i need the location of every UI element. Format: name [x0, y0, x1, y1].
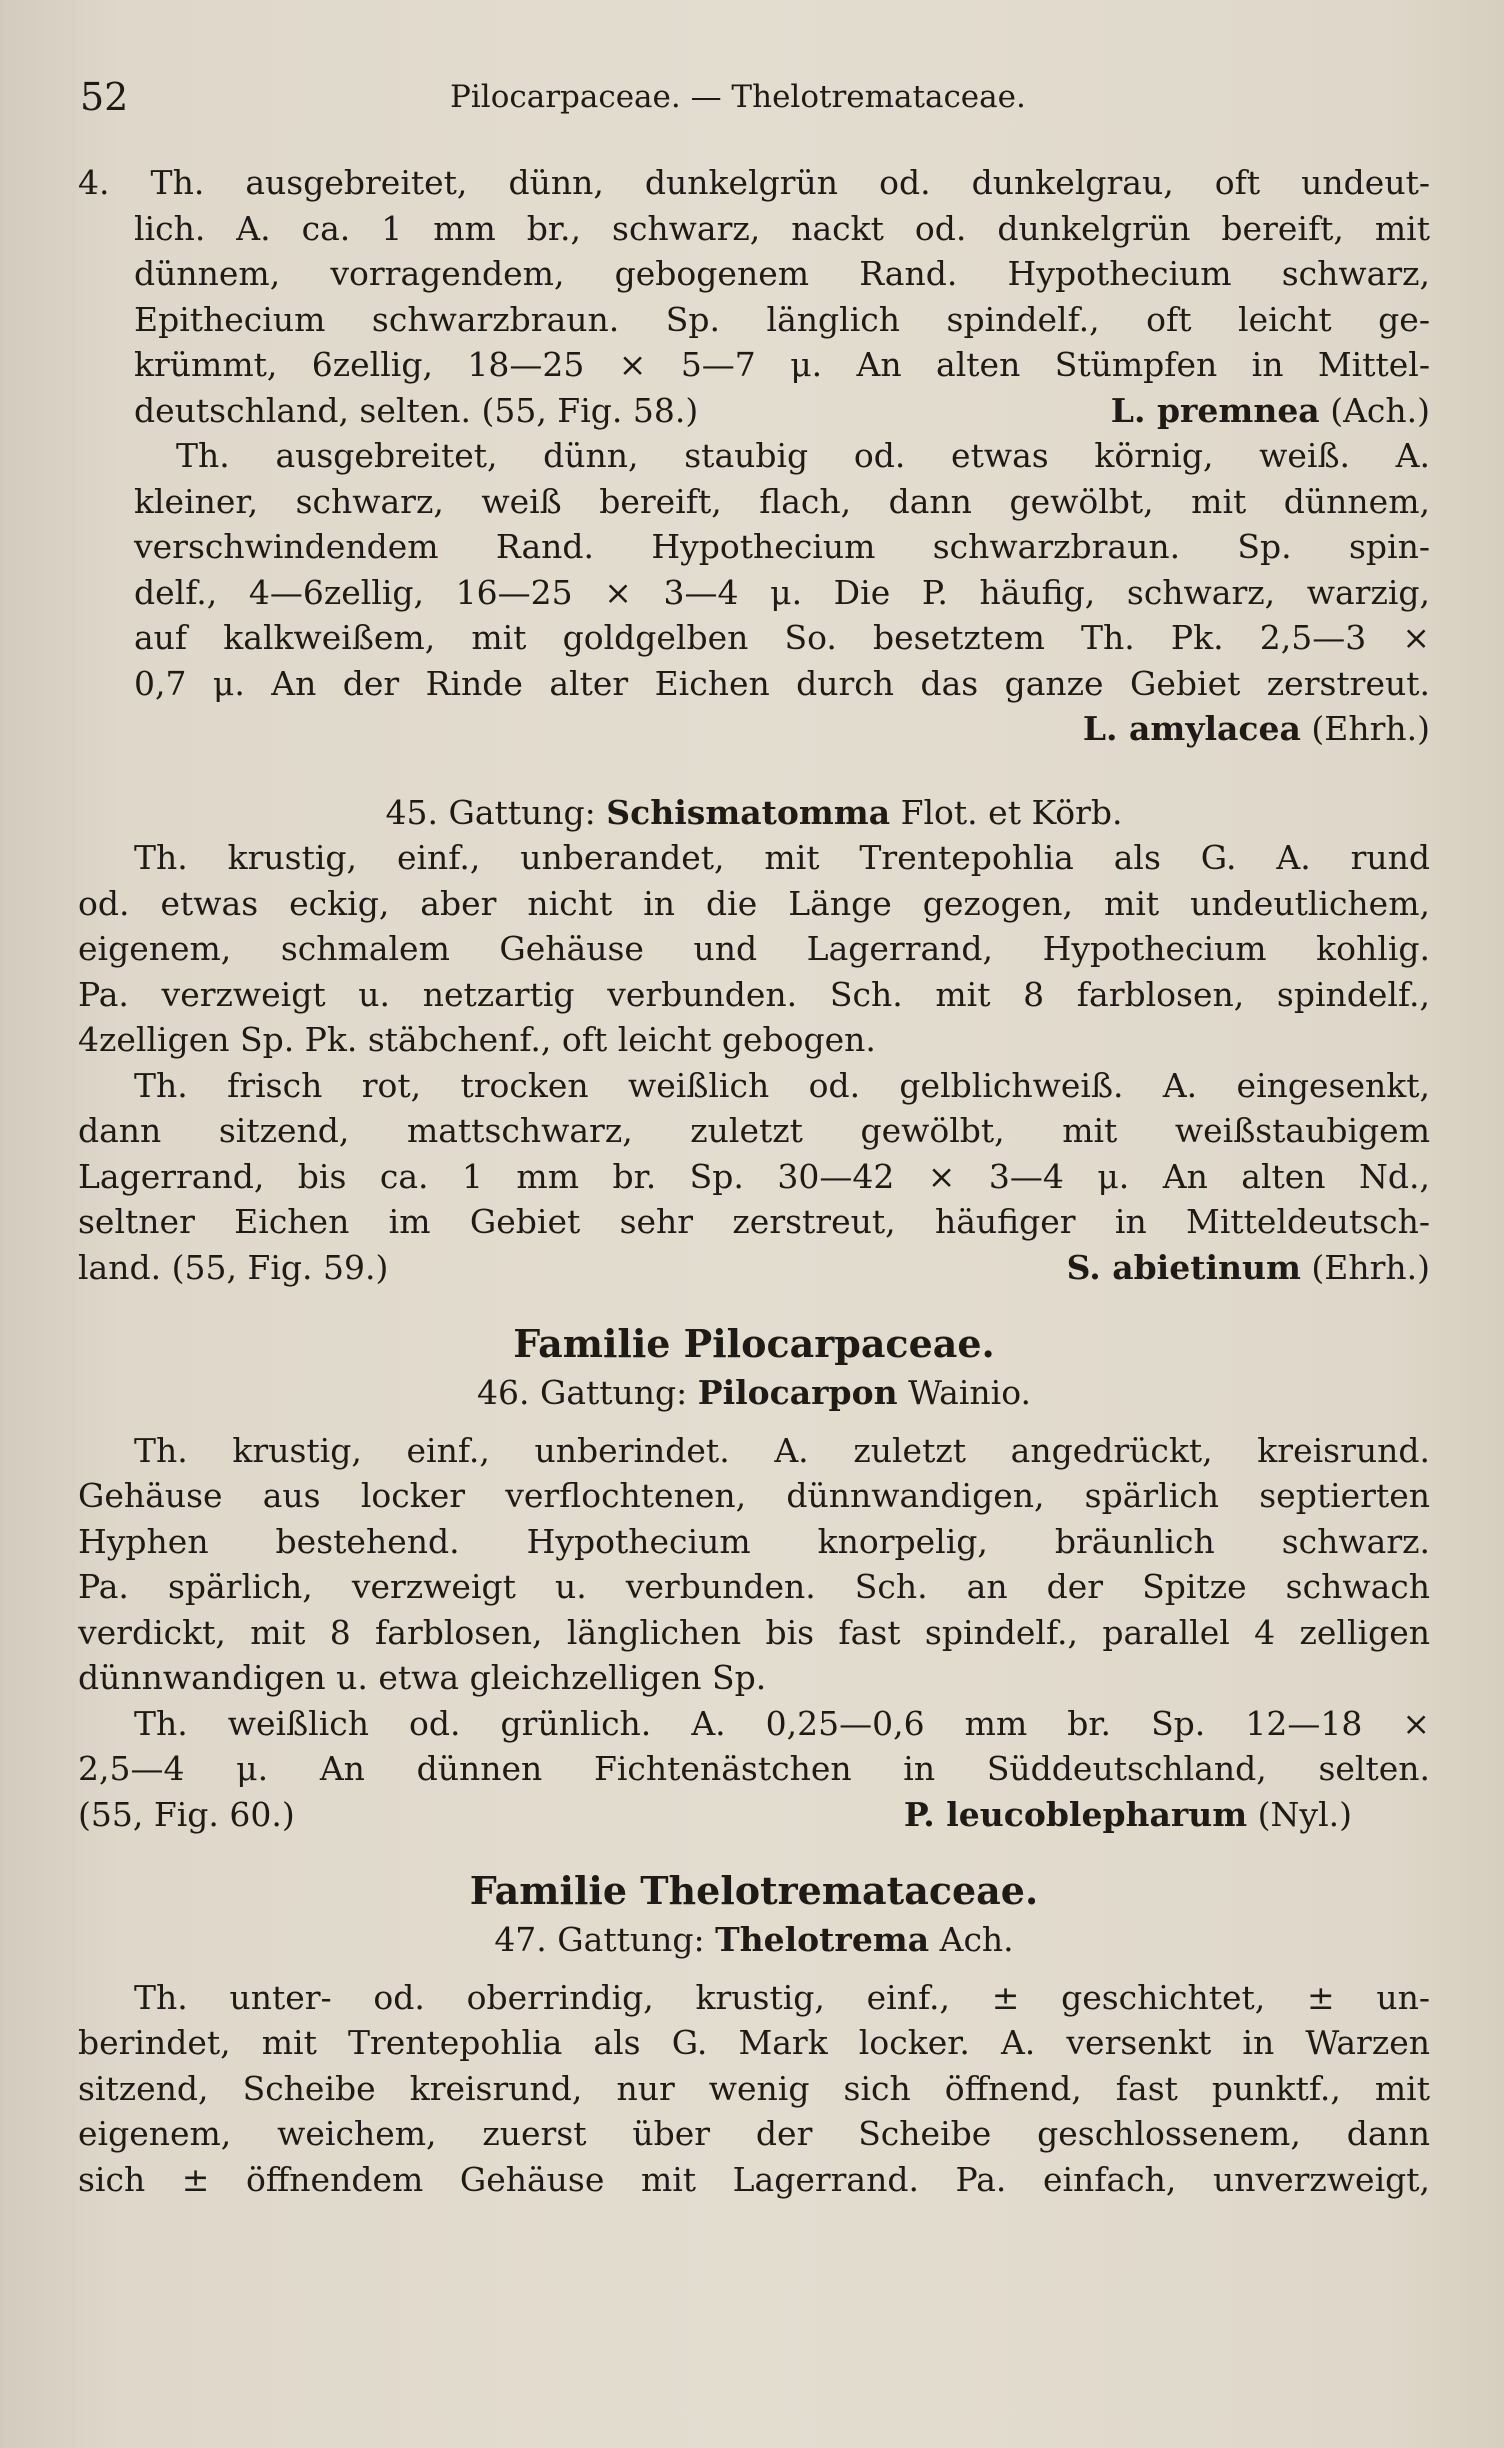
text-line: Th. ausgebreitet, dünn, staubig od. etwas körnig, weiß. A.	[176, 436, 1430, 475]
genus-heading-45: 45. Gattung: Schismatomma Flot. et Körb.	[385, 792, 1123, 832]
text-line: Th. krustig, einf., unberandet, mit Trentepohlia als G. A. rund	[134, 838, 1430, 877]
text-line: od. etwas eckig, aber nicht in die Länge gezogen, mit undeutlichem,	[78, 883, 1430, 923]
text-line: Pa. spärlich, verzweigt u. verbunden. Sch. an der Spitze schwach	[78, 1567, 1430, 1606]
genus-heading-47: 47. Gattung: Thelotrema Ach.	[494, 1920, 1014, 1959]
species-name: S. abietinum (Ehrh.)	[1066, 1247, 1430, 1287]
text-line: sitzend, Scheibe kreisrund, nur wenig sich öffnend, fast punktf., mit	[78, 2068, 1430, 2108]
species-name: L. premnea (Ach.)	[1110, 390, 1430, 430]
text-line: delf., 4—6zellig, 16—25 × 3—4 μ. Die P. häufig, schwarz, warzig,	[134, 572, 1430, 612]
text-line: verschwindendem Rand. Hypothecium schwarzbraun. Sp. spin-	[134, 527, 1430, 566]
text-line: dann sitzend, mattschwarz, zuletzt gewölbt, mit weißstaubigem	[78, 1111, 1430, 1150]
text-line: dünnem, vorragendem, gebogenem Rand. Hypothecium schwarz,	[134, 254, 1430, 293]
text-line: Th. krustig, einf., unberindet. A. zuletzt angedrückt, kreisrund.	[134, 1430, 1430, 1470]
text-line: sich ± öffnendem Gehäuse mit Lagerrand. Pa. einfach, unverzweigt,	[78, 2159, 1430, 2199]
text-line: 4. Th. ausgebreitet, dünn, dunkelgrün od. dunkelgrau, oft undeut-	[78, 163, 1430, 202]
entry-amylacea	[78, 433, 1430, 752]
page-number: 52	[80, 75, 129, 119]
text-line: Hyphen bestehend. Hypothecium knorpelig, bräunlich schwarz.	[78, 1521, 1430, 1561]
family-heading-pilocarpaceae: Familie Pilocarpaceae.	[513, 1321, 995, 1366]
running-title: Pilocarpaceae. — Thelotremataceae.	[450, 79, 1026, 115]
text-line: verdickt, mit 8 farblosen, länglichen bis fast spindelf., parallel 4 zelligen	[78, 1612, 1430, 1652]
text-line	[78, 1245, 1430, 1291]
text-line: berindet, mit Trentepohlia als G. Mark locker. A. versenkt in Warzen	[78, 2023, 1430, 2062]
text-column	[78, 160, 1430, 2202]
text-line: seltner Eichen im Gebiet sehr zerstreut, häufiger in Mitteldeutsch-	[78, 1202, 1430, 1241]
species-name: L. amylacea (Ehrh.)	[1082, 709, 1430, 748]
text-line	[78, 706, 1430, 752]
entry-text: deutschland, selten. (55, Fig. 58.)	[134, 390, 699, 430]
text-line	[78, 388, 1430, 434]
text-line: krümmt, 6zellig, 18—25 × 5—7 μ. An alten Stümpfen in Mittel-	[134, 345, 1430, 384]
text-line: eigenem, schmalem Gehäuse und Lagerrand, Hypothecium kohlig.	[78, 929, 1430, 968]
text-line: 4zelligen Sp. Pk. stäbchenf., oft leicht gebogen.	[78, 1020, 876, 1059]
text-line: dünnwandigen u. etwa gleichzelligen Sp.	[78, 1658, 767, 1697]
text-line: Gehäuse aus locker verflochtenen, dünnwandigen, spärlich septierten	[78, 1476, 1430, 1515]
text-line: Th. unter- od. oberrindig, krustig, einf., ± geschichtet, ± un-	[134, 1977, 1430, 2017]
text-line	[78, 1792, 1430, 1838]
entry-text: (55, Fig. 60.)	[78, 1794, 295, 1834]
text-line: eigenem, weichem, zuerst über der Scheibe geschlossenem, dann	[78, 2114, 1430, 2153]
text-line: 0,7 μ. An der Rinde alter Eichen durch das ganze Gebiet zerstreut.	[134, 663, 1430, 703]
genus-heading-46: 46. Gattung: Pilocarpon Wainio.	[477, 1373, 1031, 1412]
entry-text: land. (55, Fig. 59.)	[78, 1247, 389, 1287]
text-line: kleiner, schwarz, weiß bereift, flach, dann gewölbt, mit dünnem,	[134, 481, 1430, 521]
text-line: 2,5—4 μ. An dünnen Fichtenästchen in Süddeutschland, selten.	[78, 1749, 1430, 1788]
text-line: Pa. verzweigt u. netzartig verbunden. Sch. mit 8 farblosen, spindelf.,	[78, 974, 1430, 1014]
species-name: P. leucoblepharum (Nyl.)	[903, 1794, 1352, 1834]
entry-premnea	[78, 160, 1430, 433]
text-line: Th. frisch rot, trocken weißlich od. gelblichweiß. A. eingesenkt,	[134, 1065, 1430, 1105]
text-line: auf kalkweißem, mit goldgelben So. besetztem Th. Pk. 2,5—3 ×	[134, 618, 1430, 657]
text-line: Lagerrand, bis ca. 1 mm br. Sp. 30—42 × 3—4 μ. An alten Nd.,	[78, 1156, 1430, 1196]
page-header	[80, 75, 1430, 125]
text-line: Epithecium schwarzbraun. Sp. länglich spindelf., oft leicht ge-	[134, 299, 1430, 339]
text-line: lich. A. ca. 1 mm br., schwarz, nackt od. dunkelgrün bereift, mit	[134, 208, 1430, 248]
text-line: Th. weißlich od. grünlich. A. 0,25—0,6 mm br. Sp. 12—18 ×	[134, 1703, 1430, 1743]
family-heading-thelotremataceae: Familie Thelotremataceae.	[469, 1868, 1039, 1913]
